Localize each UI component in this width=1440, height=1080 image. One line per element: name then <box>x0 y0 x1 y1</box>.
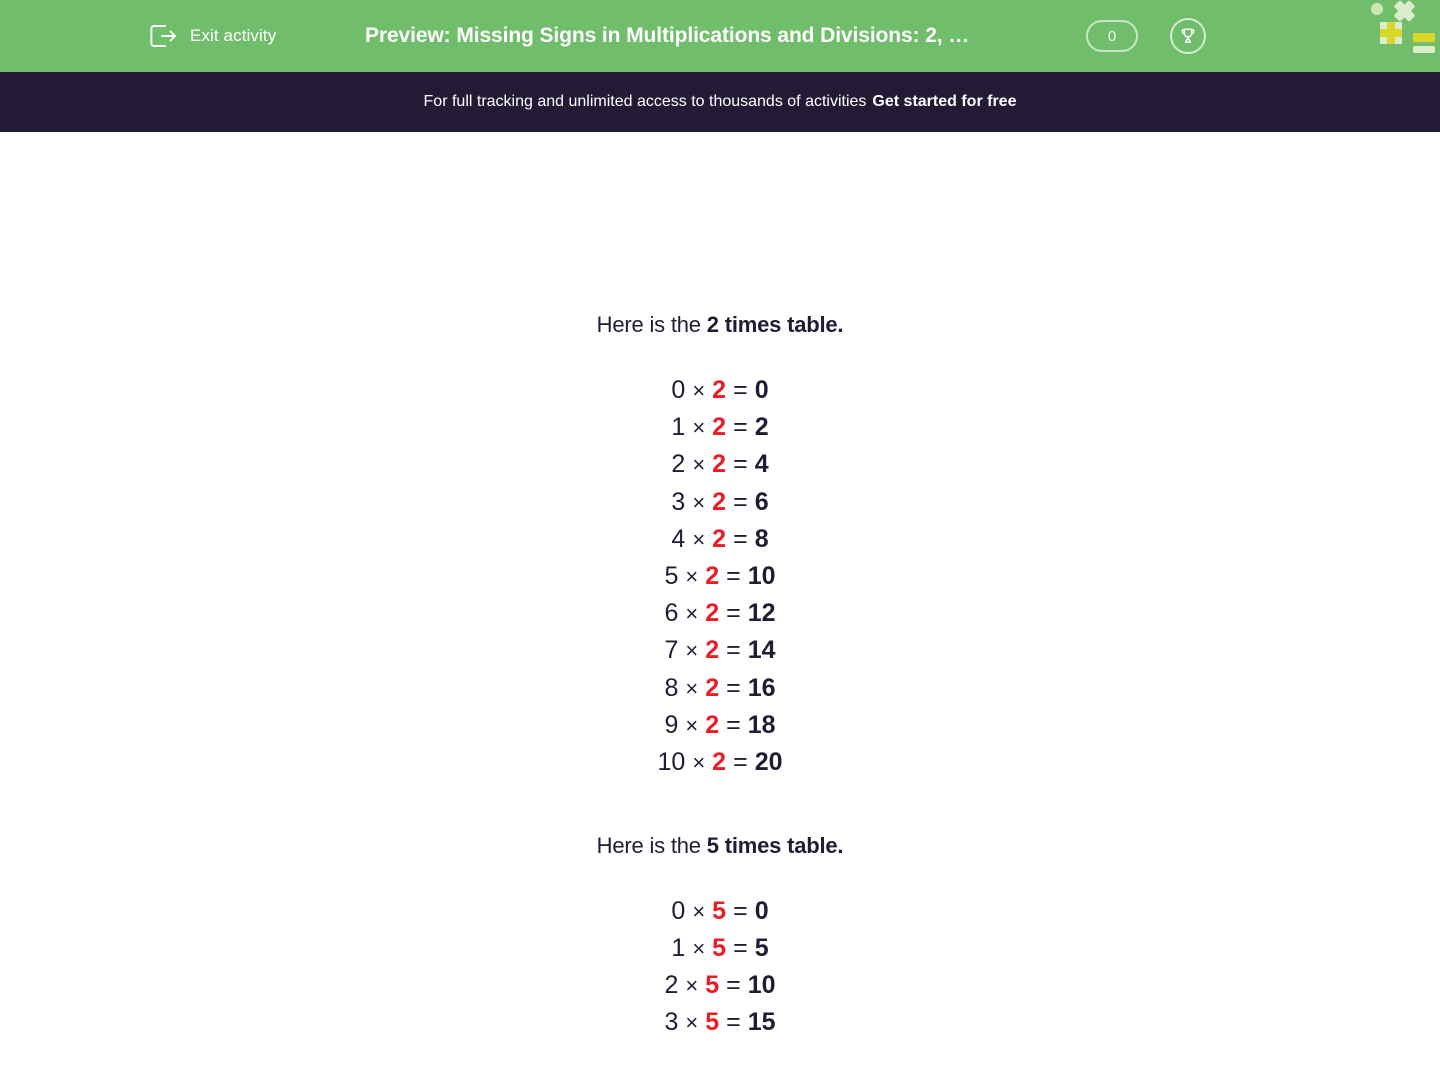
activity-content <box>0 312 1440 1080</box>
multiply-symbol: × <box>685 973 699 999</box>
multiply-symbol: × <box>685 563 699 589</box>
equation-row <box>0 638 1440 663</box>
heading-prefix: Here is the <box>596 312 707 337</box>
result-value: 10 <box>747 561 776 590</box>
app-header <box>0 0 1440 72</box>
equals-symbol: = <box>733 376 748 404</box>
section-heading-5 <box>0 833 1440 859</box>
result-value: 15 <box>747 1008 776 1037</box>
result-value: 4 <box>754 450 769 479</box>
equals-symbol: = <box>733 487 748 516</box>
operand-a: 0 <box>671 896 686 925</box>
equation-row <box>0 561 1440 590</box>
multiply-symbol: × <box>692 489 706 515</box>
operand-b: 2 <box>712 413 727 442</box>
result-value: 14 <box>747 636 776 665</box>
operand-b: 5 <box>712 896 727 925</box>
multiply-symbol: × <box>692 749 706 775</box>
equation-row <box>0 452 1440 477</box>
equals-symbol: = <box>726 636 741 665</box>
operand-a: 7 <box>664 636 679 665</box>
result-value: 6 <box>754 487 769 516</box>
equals-symbol: = <box>726 673 741 702</box>
equation-row <box>0 487 1440 516</box>
equals-symbol: = <box>733 747 748 776</box>
equation-list-5 <box>0 896 1440 1037</box>
promo-message: For full tracking and unlimited access to thousands of activities <box>423 93 867 110</box>
equals-symbol: = <box>726 710 741 739</box>
equals-symbol: = <box>733 450 748 479</box>
result-value: 0 <box>754 896 769 925</box>
equation-row <box>0 973 1440 998</box>
times-table-section-5 <box>0 833 1440 1036</box>
multiply-symbol: × <box>685 1010 699 1036</box>
operand-b: 2 <box>712 524 727 553</box>
equals-symbol: = <box>733 413 748 442</box>
result-value: 18 <box>747 710 776 739</box>
equals-symbol: = <box>733 524 748 553</box>
operand-a: 0 <box>671 376 686 404</box>
operand-a: 8 <box>664 673 679 702</box>
multiply-symbol: × <box>692 526 706 552</box>
operand-a: 5 <box>664 561 679 590</box>
trophy-icon <box>1178 26 1198 46</box>
page-title: Preview: Missing Signs in Multiplications and Divisions: 2, … <box>365 24 970 47</box>
equation-row <box>0 710 1440 739</box>
multiply-symbol: × <box>692 415 706 441</box>
equation-row <box>0 896 1440 925</box>
operand-a: 1 <box>671 413 686 442</box>
result-value: 5 <box>754 934 769 963</box>
section-heading-2 <box>0 312 1440 338</box>
equation-row <box>0 673 1440 702</box>
equation-row <box>0 1010 1440 1035</box>
operand-a: 2 <box>671 450 686 479</box>
operand-a: 10 <box>657 747 686 776</box>
exit-door-arrow-icon <box>148 22 178 50</box>
promo-banner <box>0 72 1440 132</box>
multiply-symbol: × <box>685 712 699 738</box>
operand-a: 3 <box>671 487 686 516</box>
result-value: 12 <box>747 599 776 628</box>
multiply-symbol: × <box>685 638 699 664</box>
operand-a: 4 <box>671 524 686 553</box>
operand-b: 2 <box>712 747 727 776</box>
equals-symbol: = <box>733 934 748 963</box>
equation-row <box>0 524 1440 553</box>
heading-prefix: Here is the <box>596 832 707 858</box>
result-value: 20 <box>754 747 783 776</box>
trophy-button[interactable] <box>1170 18 1206 54</box>
operand-b: 2 <box>712 450 727 479</box>
equals-symbol: = <box>726 971 741 1000</box>
result-value: 0 <box>754 376 769 404</box>
equals-symbol: = <box>726 1008 741 1037</box>
multiply-symbol: × <box>692 452 706 478</box>
operand-b: 5 <box>705 971 720 1000</box>
heading-strong: 2 times table. <box>706 312 844 337</box>
operand-b: 2 <box>712 376 727 404</box>
equation-row <box>0 936 1440 961</box>
multiply-symbol: × <box>692 898 706 924</box>
operand-a: 6 <box>664 599 679 628</box>
operand-a: 3 <box>664 1008 679 1037</box>
operand-b: 2 <box>705 599 720 628</box>
exit-activity-label: Exit activity <box>190 26 277 45</box>
equals-symbol: = <box>733 896 748 925</box>
operand-b: 2 <box>705 636 720 665</box>
operand-b: 2 <box>705 561 720 590</box>
equation-row <box>0 378 1440 403</box>
multiply-symbol: × <box>692 936 706 962</box>
exit-activity-button[interactable] <box>148 22 276 50</box>
result-value: 16 <box>747 673 776 702</box>
multiply-symbol: × <box>685 675 699 701</box>
result-value: 10 <box>747 971 776 1000</box>
decorative-math-shapes <box>1360 0 1440 60</box>
equation-row <box>0 601 1440 626</box>
equation-row <box>0 415 1440 440</box>
result-value: 8 <box>754 524 769 553</box>
multiply-symbol: × <box>692 378 706 403</box>
operand-a: 2 <box>664 971 679 1000</box>
operand-b: 5 <box>705 1008 720 1037</box>
equation-row <box>0 747 1440 776</box>
operand-a: 9 <box>664 710 679 739</box>
operand-b: 2 <box>705 673 720 702</box>
equation-list-2 <box>0 378 1440 775</box>
multiply-symbol: × <box>685 601 699 627</box>
operand-b: 2 <box>705 710 720 739</box>
times-table-section-2 <box>0 312 1440 775</box>
equals-symbol: = <box>726 561 741 590</box>
operand-b: 5 <box>712 934 727 963</box>
score-value: 0 <box>1107 27 1117 45</box>
operand-a: 1 <box>671 934 686 963</box>
score-badge <box>1086 20 1138 52</box>
result-value: 2 <box>754 413 769 442</box>
heading-strong: 5 times table. <box>706 832 844 858</box>
equals-symbol: = <box>726 599 741 628</box>
operand-b: 2 <box>712 487 727 516</box>
get-started-link[interactable]: Get started for free <box>872 93 1017 110</box>
